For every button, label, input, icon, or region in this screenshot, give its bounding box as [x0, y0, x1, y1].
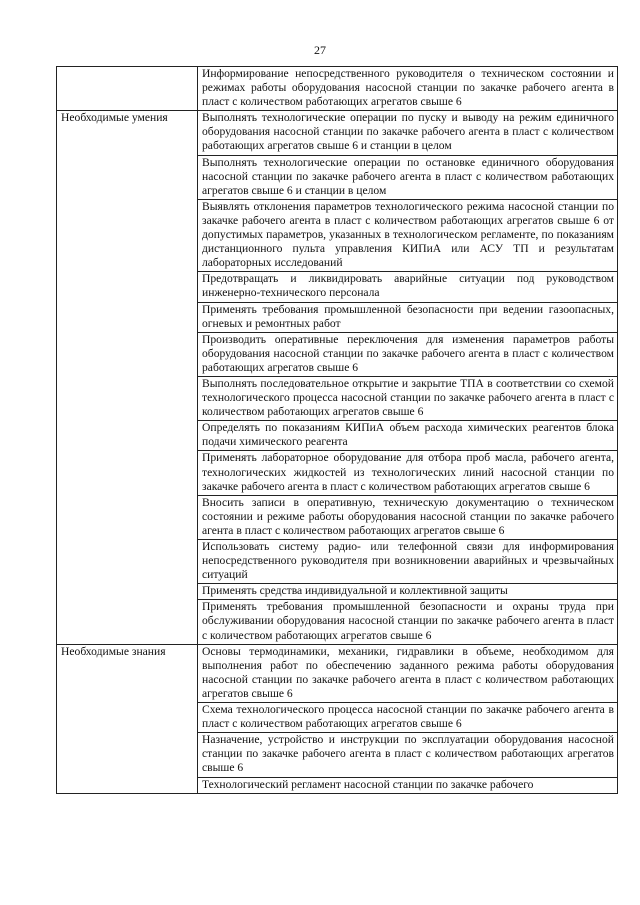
table-cell: Использовать систему радио- или телефонной связи для информирования непосредственного руководителя при возникновении аварийных и чрезвычайных ситуаций	[198, 540, 618, 584]
table-row	[57, 644, 618, 702]
table-cell: Технологический регламент насосной станции по закачке рабочего	[198, 777, 618, 793]
table-cell: Информирование непосредственного руководителя о техническом состоянии и режимах работы оборудования насосной станции по закачке рабочего агента в пласт с количеством работающих агрегатов свыше 6	[198, 67, 618, 111]
section-label-skills: Необходимые умения	[57, 111, 198, 644]
row-label	[57, 67, 198, 111]
table-cell: Применять лабораторное оборудование для отбора проб масла, рабочего агента, технологических жидкостей из технологических линий насосной станции по закачке рабочего агента в пласт с количеством работающих агрегатов свыше 6	[198, 451, 618, 495]
table-cell: Определять по показаниям КИПиА объем расхода химических реагентов блока подачи химического реагента	[198, 421, 618, 451]
table-row	[57, 67, 618, 111]
table-cell: Применять средства индивидуальной и коллективной защиты	[198, 584, 618, 600]
table-cell: Схема технологического процесса насосной станции по закачке рабочего агента в пласт с количеством работающих агрегатов свыше 6	[198, 703, 618, 733]
table-cell: Назначение, устройство и инструкции по эксплуатации оборудования насосной станции по закачке рабочего агента в пласт с количеством работающих агрегатов свыше 6	[198, 733, 618, 777]
table-cell: Применять требования промышленной безопасности при ведении газоопасных, огневых и ремонтных работ	[198, 302, 618, 332]
table-cell: Выполнять последовательное открытие и закрытие ТПА в соответствии со схемой технологического процесса насосной станции по закачке рабочего агента в пласт с количеством работающих агрегатов свыше 6	[198, 376, 618, 420]
table-cell: Выполнять технологические операции по пуску и выводу на режим единичного оборудования насосной станции по закачке рабочего агента в пласт с количеством работающих агрегатов свыше 6 и станции в целом	[198, 111, 618, 155]
table-cell: Выполнять технологические операции по остановке единичного оборудования насосной станции по закачке рабочего агента в пласт с количеством работающих агрегатов свыше 6 и станции в целом	[198, 155, 618, 199]
qualification-table	[56, 66, 618, 794]
section-label-knowledge: Необходимые знания	[57, 644, 198, 793]
table-cell: Производить оперативные переключения для изменения параметров работы оборудования насосной станции по закачке рабочего агента в пласт с количеством работающих агрегатов свыше 6	[198, 332, 618, 376]
table-row	[57, 111, 618, 155]
page-bottom-margin	[0, 860, 640, 905]
table-cell: Вносить записи в оперативную, техническую документацию о техническом состоянии и режиме работы оборудования насосной станции по закачке рабочего агента в пласт с количеством работающих агрегатов свыше 6	[198, 495, 618, 539]
table-cell: Основы термодинамики, механики, гидравлики в объеме, необходимом для выполнения работ по обеспечению заданного режима работы оборудования насосной станции по закачке рабочего агента в пласт с количеством работающих агрегатов свыше 6	[198, 644, 618, 702]
page-number: 27	[314, 43, 326, 57]
table-cell: Применять требования промышленной безопасности и охраны труда при обслуживании оборудования насосной станции по закачке рабочего агента в пласт с количеством работающих агрегатов свыше 6	[198, 600, 618, 644]
table-cell: Выявлять отклонения параметров технологического режима насосной станции по закачке рабочего агента в пласт с количеством работающих агрегатов свыше 6 от допустимых параметров, указанных в технологическом регламенте, по показаниям дистанционного пульта управления КИПиА или АСУ ТП и результатам лабораторных исследований	[198, 199, 618, 271]
table-cell: Предотвращать и ликвидировать аварийные ситуации под руководством инженерно-технического персонала	[198, 272, 618, 302]
